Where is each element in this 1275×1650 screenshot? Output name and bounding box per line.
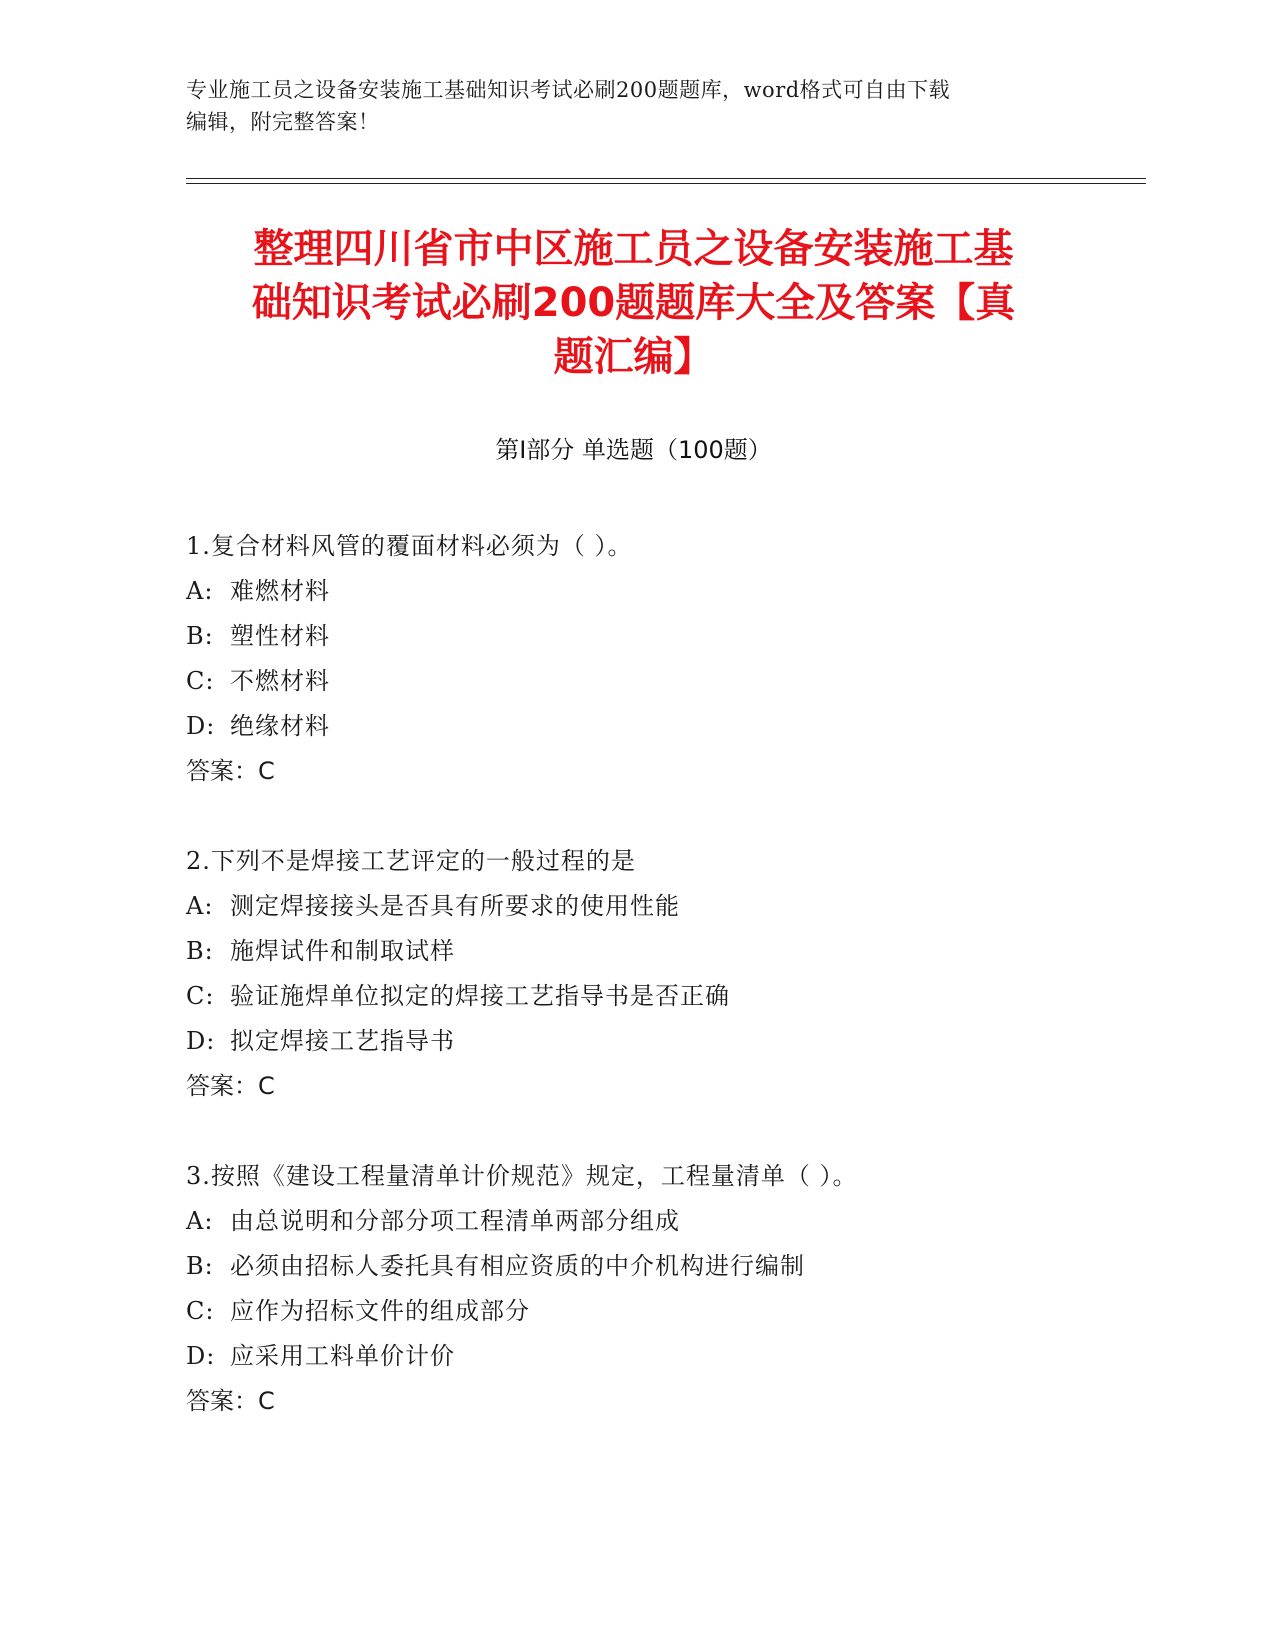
option-text: 绝缘材料	[230, 712, 330, 740]
option-text: 验证施焊单位拟定的焊接工艺指导书是否正确	[230, 982, 730, 1010]
question-2	[186, 839, 1086, 1109]
document-title-line-3: 题汇编】	[553, 334, 714, 380]
option-key: B:	[186, 937, 214, 965]
answer: 答案：C	[186, 1072, 275, 1100]
option-b	[186, 1244, 1086, 1289]
option-text: 必须由招标人委托具有相应资质的中介机构进行编制	[230, 1252, 805, 1280]
header-divider-bottom	[186, 183, 1146, 184]
answer: 答案：C	[186, 1387, 275, 1415]
option-key: C:	[186, 667, 215, 695]
header-note-line-1: 专业施工员之设备安装施工基础知识考试必刷200题题库，word格式可自由下载	[186, 78, 951, 102]
option-c	[186, 1289, 1086, 1334]
option-c	[186, 974, 1086, 1019]
question-stem: 2.下列不是焊接工艺评定的一般过程的是	[186, 847, 636, 875]
header-divider-top	[186, 178, 1146, 179]
answer: 答案：C	[186, 757, 275, 785]
option-text: 应作为招标文件的组成部分	[230, 1297, 530, 1325]
option-d	[186, 704, 1086, 749]
option-key: C:	[186, 982, 215, 1010]
option-a	[186, 569, 1086, 614]
option-text: 测定焊接接头是否具有所要求的使用性能	[230, 892, 680, 920]
question-stem: 3.按照《建设工程量清单计价规范》规定，工程量清单（ ）。	[186, 1162, 858, 1190]
document-title-line-2: 础知识考试必刷200题题库大全及答案【真	[251, 280, 1016, 326]
document-title-line-1: 整理四川省市中区施工员之设备安装施工基	[253, 226, 1014, 272]
option-text: 塑性材料	[230, 622, 330, 650]
option-b	[186, 929, 1086, 974]
document-title	[186, 222, 1081, 384]
option-key: D:	[186, 1342, 216, 1370]
option-key: B:	[186, 622, 214, 650]
option-d	[186, 1334, 1086, 1379]
question-stem: 1.复合材料风管的覆面材料必须为（ ）。	[186, 532, 633, 560]
option-a	[186, 884, 1086, 929]
option-c	[186, 659, 1086, 704]
option-key: A:	[186, 892, 214, 920]
question-3	[186, 1154, 1086, 1424]
option-key: D:	[186, 1027, 216, 1055]
option-a	[186, 1199, 1086, 1244]
option-key: D:	[186, 712, 216, 740]
option-text: 不燃材料	[230, 667, 330, 695]
header-note	[186, 74, 1066, 138]
option-text: 由总说明和分部分项工程清单两部分组成	[230, 1207, 680, 1235]
option-text: 拟定焊接工艺指导书	[230, 1027, 455, 1055]
option-key: C:	[186, 1297, 215, 1325]
section-heading: 第Ⅰ部分 单选题（100题）	[495, 436, 772, 464]
option-text: 难燃材料	[230, 577, 330, 605]
option-text: 应采用工料单价计价	[230, 1342, 455, 1370]
header-note-line-2: 编辑，附完整答案！	[186, 110, 380, 134]
option-key: A:	[186, 577, 214, 605]
question-1	[186, 524, 1086, 794]
option-key: A:	[186, 1207, 214, 1235]
option-text: 施焊试件和制取试样	[230, 937, 455, 965]
option-key: B:	[186, 1252, 214, 1280]
option-d	[186, 1019, 1086, 1064]
option-b	[186, 614, 1086, 659]
